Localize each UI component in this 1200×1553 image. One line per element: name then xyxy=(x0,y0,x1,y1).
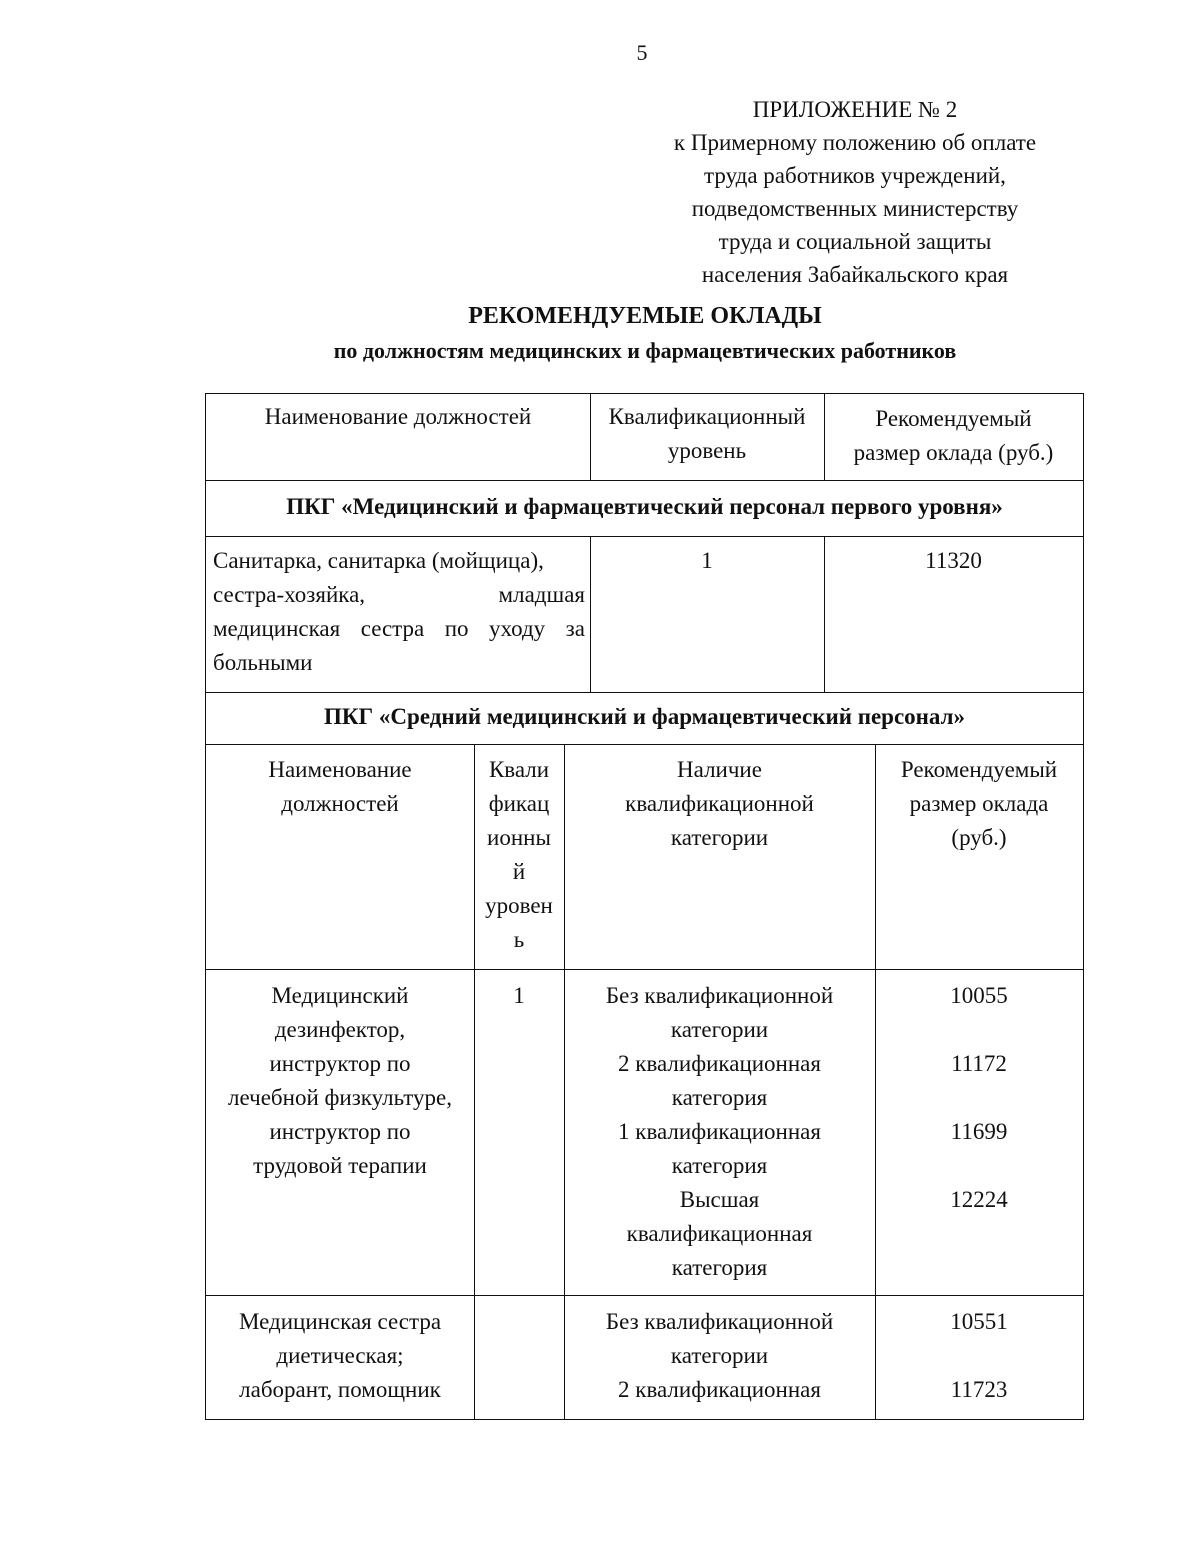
table-row-level: 1 xyxy=(701,548,713,573)
table-row-position: Медицинский дезинфектор, инструктор по лечебной физкультуре, инструктор по трудовой терапии xyxy=(228,983,452,1178)
appendix-heading xyxy=(630,93,1080,291)
appendix-line: труда работников учреждений, xyxy=(704,163,1006,188)
table-row-position: Санитарка, санитарка (мойщица), сестра-хозяйка, младшая медицинская сестра по уходу за больными xyxy=(213,548,585,675)
table-rule xyxy=(206,692,1083,693)
header-level: Квали фикац ионны й уровен ь xyxy=(485,757,553,952)
table-rule xyxy=(206,480,1083,481)
table-row-salary: 11320 xyxy=(925,548,982,573)
table-row-category: Без квалификационной категории 2 квалификационная xyxy=(605,1309,834,1402)
table-row-level: 1 xyxy=(513,983,525,1008)
table-row-category: Без квалификационной категории 2 квалификационная категория 1 квалификационная категория Высшая квалификационная категория xyxy=(605,983,834,1280)
table-row-position: Медицинская сестра диетическая; лаборант, помощник xyxy=(238,1309,442,1402)
salary-table xyxy=(205,393,1084,1420)
header-position: Наименование должностей xyxy=(264,404,532,429)
appendix-line: подведомственных министерству xyxy=(691,196,1019,221)
table-row-salary: 10551 11723 xyxy=(950,1309,1008,1402)
header-salary: Рекомендуемый размер оклада (руб.) xyxy=(900,757,1058,850)
header-position: Наименование должностей xyxy=(268,757,412,816)
table-rule xyxy=(206,744,1083,745)
header-category: Наличие квалификационной категории xyxy=(625,757,814,850)
document-subtitle: по должностям медицинских и фармацевтических работников xyxy=(333,338,957,363)
appendix-line: к Примерному положению об оплате xyxy=(673,130,1037,155)
table-rule xyxy=(206,536,1083,537)
header-level: Квалификационный уровень xyxy=(608,404,806,463)
header-salary: Рекомендуемый размер оклада (руб.) xyxy=(853,406,1054,465)
appendix-line: ПРИЛОЖЕНИЕ № 2 xyxy=(752,97,958,122)
group-title: ПКГ «Медицинский и фармацевтический персонал первого уровня» xyxy=(286,494,1003,519)
page-number: 5 xyxy=(636,40,648,65)
table-row-salary: 10055 11172 11699 12224 xyxy=(950,983,1008,1212)
table-rule xyxy=(206,1295,1083,1296)
document-title: РЕКОМЕНДУЕМЫЕ ОКЛАДЫ xyxy=(468,303,822,329)
group-title: ПКГ «Средний медицинский и фармацевтический персонал» xyxy=(323,704,966,729)
appendix-line: труда и социальной защиты xyxy=(718,229,992,254)
appendix-line: населения Забайкальского края xyxy=(701,262,1009,287)
table-rule xyxy=(206,969,1083,970)
